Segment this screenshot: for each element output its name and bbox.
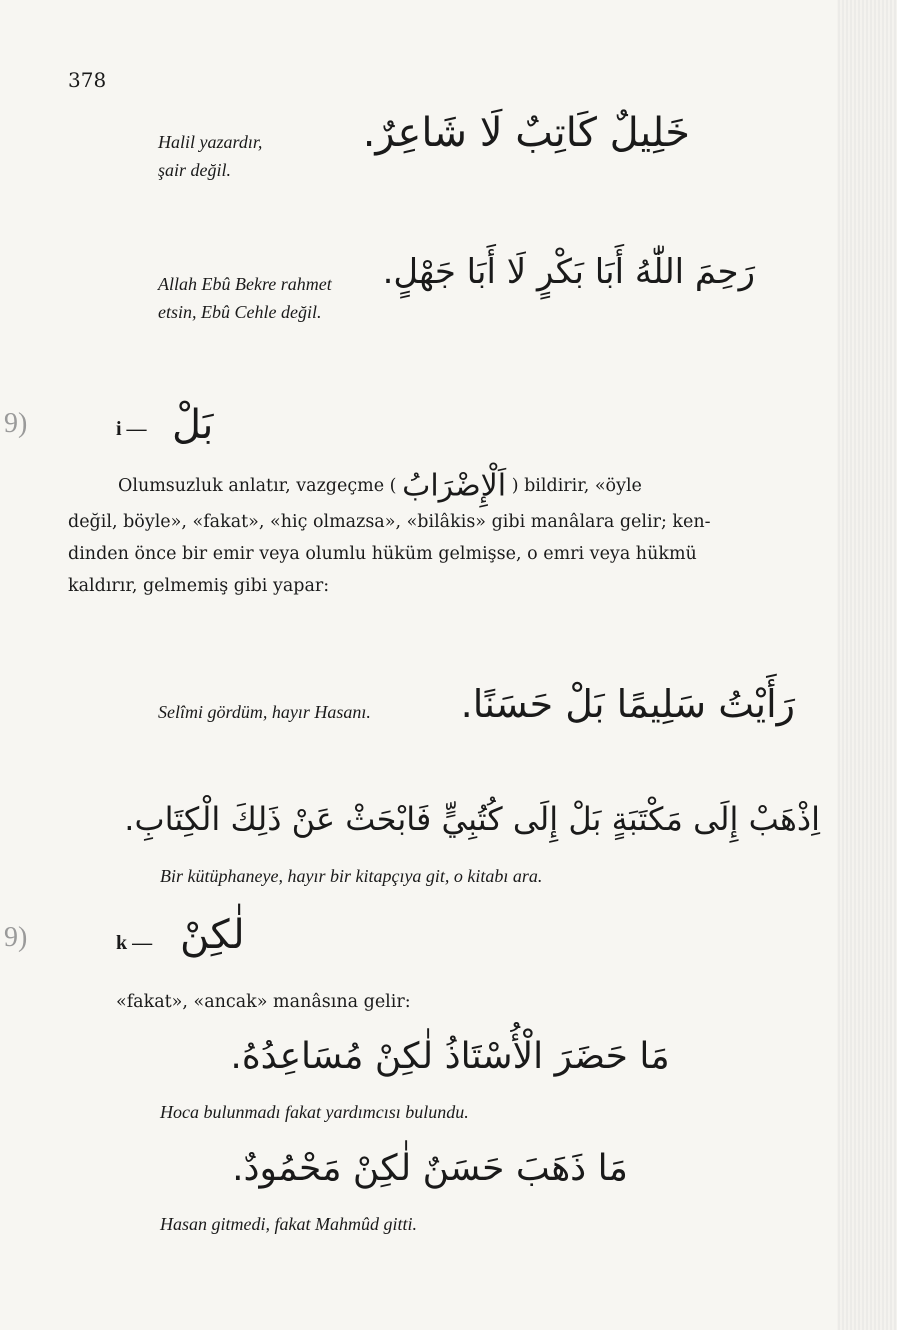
example-translation xyxy=(158,270,332,326)
page-edge-shading xyxy=(837,0,897,1330)
paragraph-line: dinden önce bir emir veya olumlu hüküm gelmişse, o emri veya hükmü xyxy=(68,544,697,564)
paragraph-line: kaldırır, gelmemiş gibi yapar: xyxy=(68,576,330,596)
translation-line: Halil yazardır, xyxy=(158,132,263,152)
text-segment: ) bildirir, «öyle xyxy=(511,476,642,496)
arabic-example: رَحِمَ اللّٰهُ أَبَا بَكْرٍ لَا أَبَا جَهْلٍ. xyxy=(382,252,755,292)
margin-mark: 9) xyxy=(4,922,28,953)
text-segment: Olumsuzluk anlatır, vazgeçme ( xyxy=(118,476,397,496)
translation-line: Allah Ebû Bekre rahmet xyxy=(158,274,332,294)
arabic-example: رَأَيْتُ سَلِيمًا بَلْ حَسَنًا. xyxy=(460,682,795,726)
example-translation: Hoca bulunmadı fakat yardımcısı bulundu. xyxy=(160,1102,469,1122)
translation-line: etsin, Ebû Cehle değil. xyxy=(158,302,322,322)
section-letter: i — xyxy=(116,418,147,440)
example-translation: Selîmi gördüm, hayır Hasanı. xyxy=(158,702,371,722)
paragraph-line: değil, böyle», «fakat», «hiç olmazsa», «bilâkis» gibi manâlara gelir; ken- xyxy=(68,512,711,532)
arabic-example: مَا حَضَرَ الْأُسْتَاذُ لٰكِنْ مُسَاعِدُهُ. xyxy=(230,1036,670,1077)
arabic-example: مَا ذَهَبَ حَسَنٌ لٰكِنْ مَحْمُودٌ. xyxy=(232,1148,628,1189)
arabic-example: اِذْهَبْ إِلَى مَكْتَبَةٍ بَلْ إِلَى كُتُبِيٍّ فَابْحَثْ عَنْ ذَلِكَ الْكِتَابِ. xyxy=(124,800,820,838)
arabic-particle: لٰكِنْ xyxy=(180,912,245,958)
arabic-example: خَلِيلٌ كَاتِبٌ لَا شَاعِرٌ. xyxy=(362,110,690,156)
example-translation: Hasan gitmedi, fakat Mahmûd gitti. xyxy=(160,1214,417,1234)
example-translation: Bir kütüphaneye, hayır bir kitapçıya git, o kitabı ara. xyxy=(160,866,543,886)
arabic-particle: بَلْ xyxy=(172,402,214,448)
arabic-term: اَلْإِضْرَابُ xyxy=(402,468,507,504)
section-letter: k — xyxy=(116,932,153,954)
translation-line: şair değil. xyxy=(158,160,232,180)
page-number: 378 xyxy=(68,68,107,92)
paragraph-line xyxy=(118,470,818,503)
paragraph-line: «fakat», «ancak» manâsına gelir: xyxy=(116,992,411,1012)
example-translation xyxy=(158,128,262,184)
margin-mark: 9) xyxy=(4,408,28,439)
